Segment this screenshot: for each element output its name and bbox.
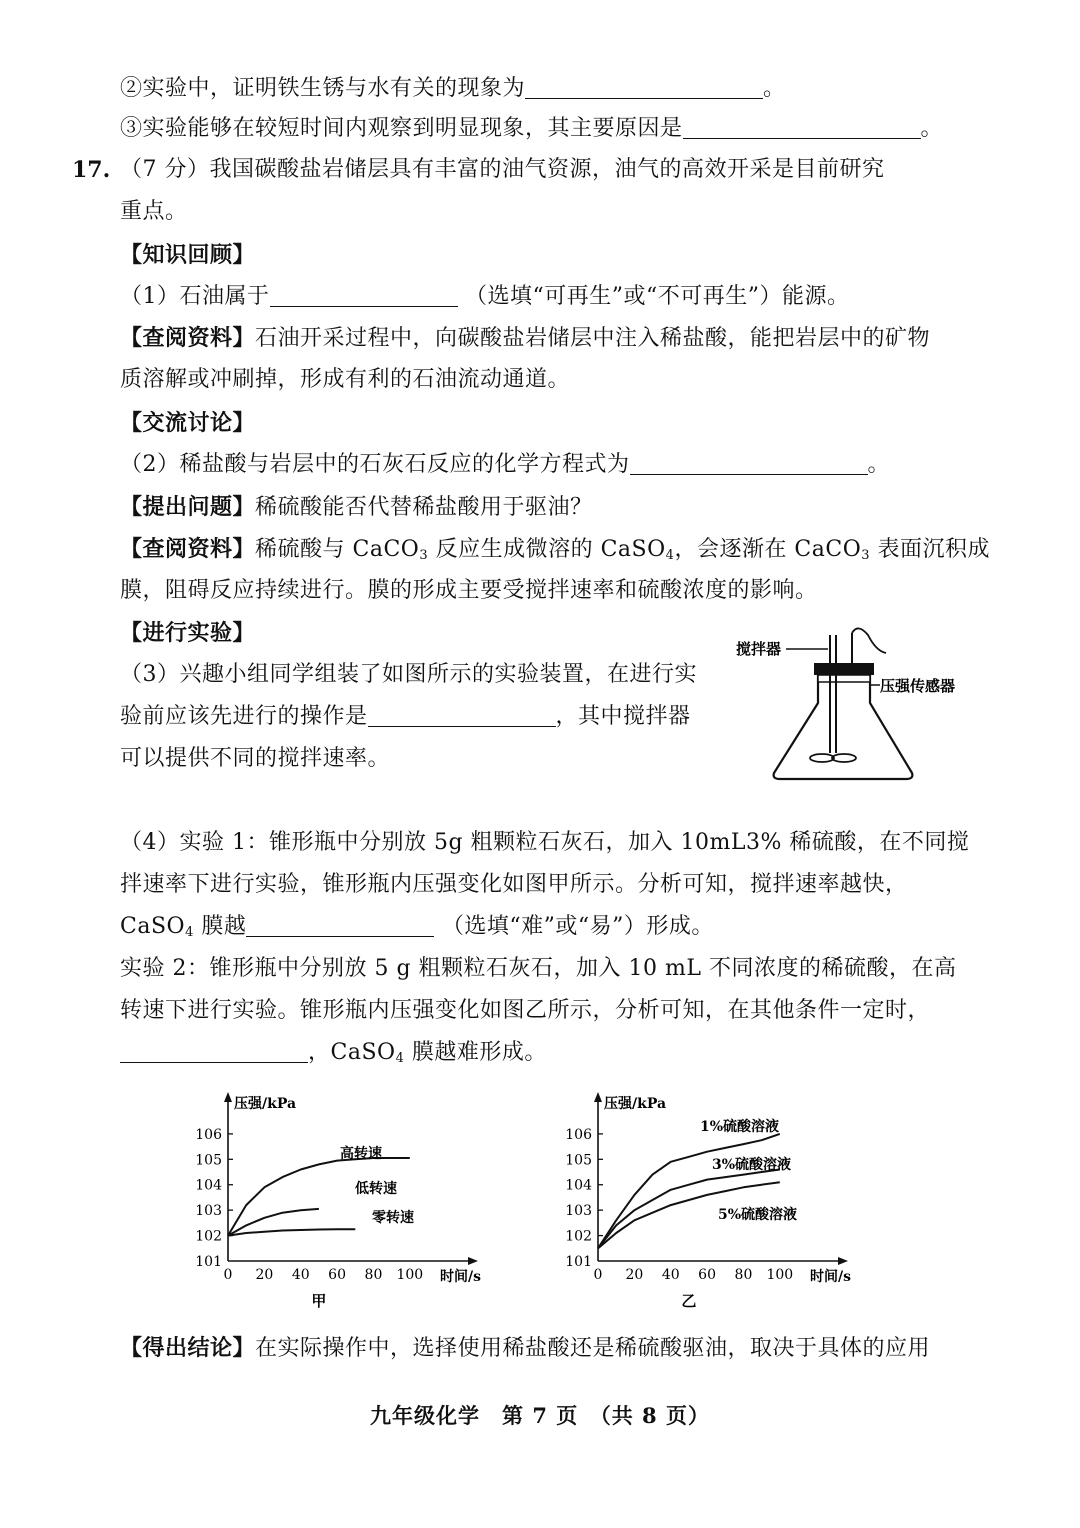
chart-yi <box>560 1088 860 1313</box>
y-tick-label: 103 <box>565 1203 592 1220</box>
q17-intro-line2: 重点。 <box>120 199 188 224</box>
q16-item2-text: ②实验中，证明铁生锈与水有关的现象为 <box>120 76 526 101</box>
stopper-lower <box>818 675 870 682</box>
q17-part3-line2 <box>120 702 691 732</box>
x-tick-label: 40 <box>291 1267 310 1283</box>
q17-part4-line1: （4）实验 1：锥形瓶中分别放 5g 粗颗粒石灰石，加入 10mL3% 稀硫酸，在不同搅 <box>120 830 970 855</box>
y-tick-label: 105 <box>195 1152 222 1169</box>
y-tick-label: 104 <box>565 1177 592 1194</box>
q16-item3 <box>120 114 980 144</box>
q17-part4-line3 <box>120 912 980 942</box>
x-axis-arrow <box>838 1257 848 1265</box>
series-label: 低转速 <box>355 1181 397 1197</box>
conclusion-text: 在实际操作中，选择使用稀盐酸还是稀硫酸驱油，取决于具体的应用 <box>255 1336 931 1361</box>
question-number: 17. <box>72 157 111 183</box>
answer-blank[interactable] <box>120 1040 308 1063</box>
part2-prefix: （2）稀盐酸与岩层中的石灰石反应的化学方程式为 <box>120 452 630 477</box>
ref1-line1 <box>120 323 980 354</box>
y-axis-label: 压强/kPa <box>604 1096 667 1112</box>
apparatus-diagram <box>730 625 990 790</box>
exp2-line1: 实验 2：锥形瓶中分别放 5 g 粗颗粒石灰石，加入 10 mL 不同浓度的稀硫酸，在高 <box>120 956 957 981</box>
text: CaSO <box>120 914 186 939</box>
x-axis-label: 时间/s <box>810 1269 851 1285</box>
q16-item3-text: ③实验能够在较短时间内观察到明显现象，其主要原因是 <box>120 116 683 141</box>
q17-part3-line1: （3）兴趣小组同学组装了如图所示的实验装置，在进行实 <box>120 662 697 687</box>
stirrer-blade <box>810 754 834 762</box>
series-label: 1%硫酸溶液 <box>700 1119 780 1135</box>
x-tick-label: 20 <box>255 1267 274 1283</box>
ref1-line2: 质溶解或冲刷掉，形成有利的石油流动通道。 <box>120 367 571 392</box>
text: 反应生成微溶的 CaSO <box>428 537 666 562</box>
x-tick-label: 80 <box>734 1267 753 1283</box>
q17-part3-line3: 可以提供不同的搅拌速率。 <box>120 746 391 771</box>
conclusion-heading: 【得出结论】 <box>120 1335 256 1361</box>
conclusion-line <box>120 1333 980 1364</box>
part1-prefix: （1）石油属于 <box>120 284 270 309</box>
y-axis-arrow <box>224 1092 232 1102</box>
exp2-line3 <box>120 1038 980 1068</box>
ref1-text: 石油开采过程中，向碳酸盐岩储层中注入稀盐酸，能把岩层中的矿物 <box>255 326 931 351</box>
answer-blank[interactable] <box>630 452 868 475</box>
x-tick-label: 100 <box>396 1267 424 1283</box>
y-tick-label: 102 <box>195 1228 222 1245</box>
y-tick-label: 106 <box>565 1126 592 1143</box>
x-tick-label: 0 <box>223 1267 233 1283</box>
period: 。 <box>867 452 891 477</box>
y-tick-label: 104 <box>195 1177 222 1194</box>
sensor-wire <box>852 628 886 653</box>
question-heading: 【提出问题】 <box>120 494 256 520</box>
x-tick-label: 0 <box>593 1267 603 1283</box>
answer-blank[interactable] <box>368 704 556 727</box>
stirrer-label: 搅拌器 <box>736 640 782 658</box>
q17-part4-line2: 拌速率下进行实验，锥形瓶内压强变化如图甲所示。分析可知，搅拌速率越快， <box>120 872 908 897</box>
y-axis-arrow <box>594 1092 602 1102</box>
chart-title: 乙 <box>681 1292 697 1310</box>
y-tick-label: 101 <box>565 1254 592 1270</box>
ref1-heading: 【查阅资料】 <box>120 325 256 351</box>
y-tick-label: 103 <box>195 1203 222 1220</box>
part3-prefix: 验前应该先进行的操作是 <box>120 704 368 729</box>
chart-jia <box>190 1088 490 1313</box>
answer-blank[interactable] <box>683 116 921 139</box>
question-text: 稀硫酸能否代替稀盐酸用于驱油？ <box>255 495 593 520</box>
q17-part2 <box>120 450 980 480</box>
part3-suffix: ，其中搅拌器 <box>555 704 691 729</box>
period: 。 <box>920 116 944 141</box>
x-tick-label: 20 <box>625 1267 644 1283</box>
y-tick-label: 105 <box>565 1152 592 1169</box>
x-tick-label: 100 <box>766 1267 794 1283</box>
subscript: 3 <box>861 548 871 563</box>
y-tick-label: 101 <box>195 1254 222 1270</box>
x-tick-label: 80 <box>364 1267 383 1283</box>
part1-suffix: （选填“可再生”或“不可再生”）能源。 <box>465 284 850 309</box>
x-tick-label: 60 <box>698 1267 717 1283</box>
stirrer-blade <box>832 754 856 762</box>
subscript: 4 <box>665 548 675 563</box>
series-line <box>228 1229 355 1235</box>
ref2-line1 <box>120 534 991 565</box>
y-tick-label: 102 <box>565 1228 592 1245</box>
exp2-line2: 转速下进行实验。锥形瓶内压强变化如图乙所示，分析可知，在其他条件一定时， <box>120 998 931 1023</box>
text: 膜越难形成。 <box>404 1040 547 1065</box>
q16-item2 <box>120 74 980 104</box>
chart-title: 甲 <box>311 1292 327 1310</box>
answer-blank[interactable] <box>525 76 763 99</box>
rubber-stopper <box>814 663 874 675</box>
text: ，CaSO <box>308 1040 396 1065</box>
subscript: 3 <box>419 548 429 563</box>
series-label: 高转速 <box>340 1146 382 1162</box>
page-footer: 九年级化学 第 7 页 （共 8 页） <box>370 1403 710 1428</box>
answer-blank[interactable] <box>246 914 434 937</box>
x-tick-label: 40 <box>661 1267 680 1283</box>
x-axis-label: 时间/s <box>440 1269 481 1285</box>
text: 膜越 <box>193 914 247 939</box>
period: 。 <box>763 76 786 101</box>
answer-blank[interactable] <box>270 284 458 307</box>
section-experiment: 【进行实验】 <box>120 620 256 646</box>
text: 表面沉积成 <box>870 537 991 562</box>
series-line <box>598 1134 780 1248</box>
x-axis-arrow <box>468 1257 478 1265</box>
text: 稀硫酸与 CaCO <box>255 537 420 562</box>
series-label: 3%硫酸溶液 <box>712 1157 792 1173</box>
sensor-label: 压强传感器 <box>880 677 956 695</box>
q17-intro-line1: （7 分）我国碳酸盐岩储层具有丰富的油气资源，油气的高效开采是目前研究 <box>120 157 885 182</box>
text: ，会逐渐在 CaCO <box>674 537 862 562</box>
text: （选填“难”或“易”）形成。 <box>441 914 714 939</box>
ref2-line2: 膜，阻碍反应持续进行。膜的形成主要受搅拌速率和硫酸浓度的影响。 <box>120 578 818 603</box>
section-discuss: 【交流讨论】 <box>120 410 256 436</box>
series-label: 5%硫酸溶液 <box>718 1207 798 1223</box>
series-label: 零转速 <box>372 1210 414 1226</box>
question-line <box>120 492 980 523</box>
ref2-heading: 【查阅资料】 <box>120 536 256 562</box>
subscript: 4 <box>395 1051 405 1066</box>
y-tick-label: 106 <box>195 1126 222 1143</box>
subscript: 4 <box>185 925 194 940</box>
section-knowledge: 【知识回顾】 <box>120 242 256 268</box>
y-axis-label: 压强/kPa <box>234 1096 297 1112</box>
q17-part1 <box>120 282 980 312</box>
x-tick-label: 60 <box>328 1267 347 1283</box>
